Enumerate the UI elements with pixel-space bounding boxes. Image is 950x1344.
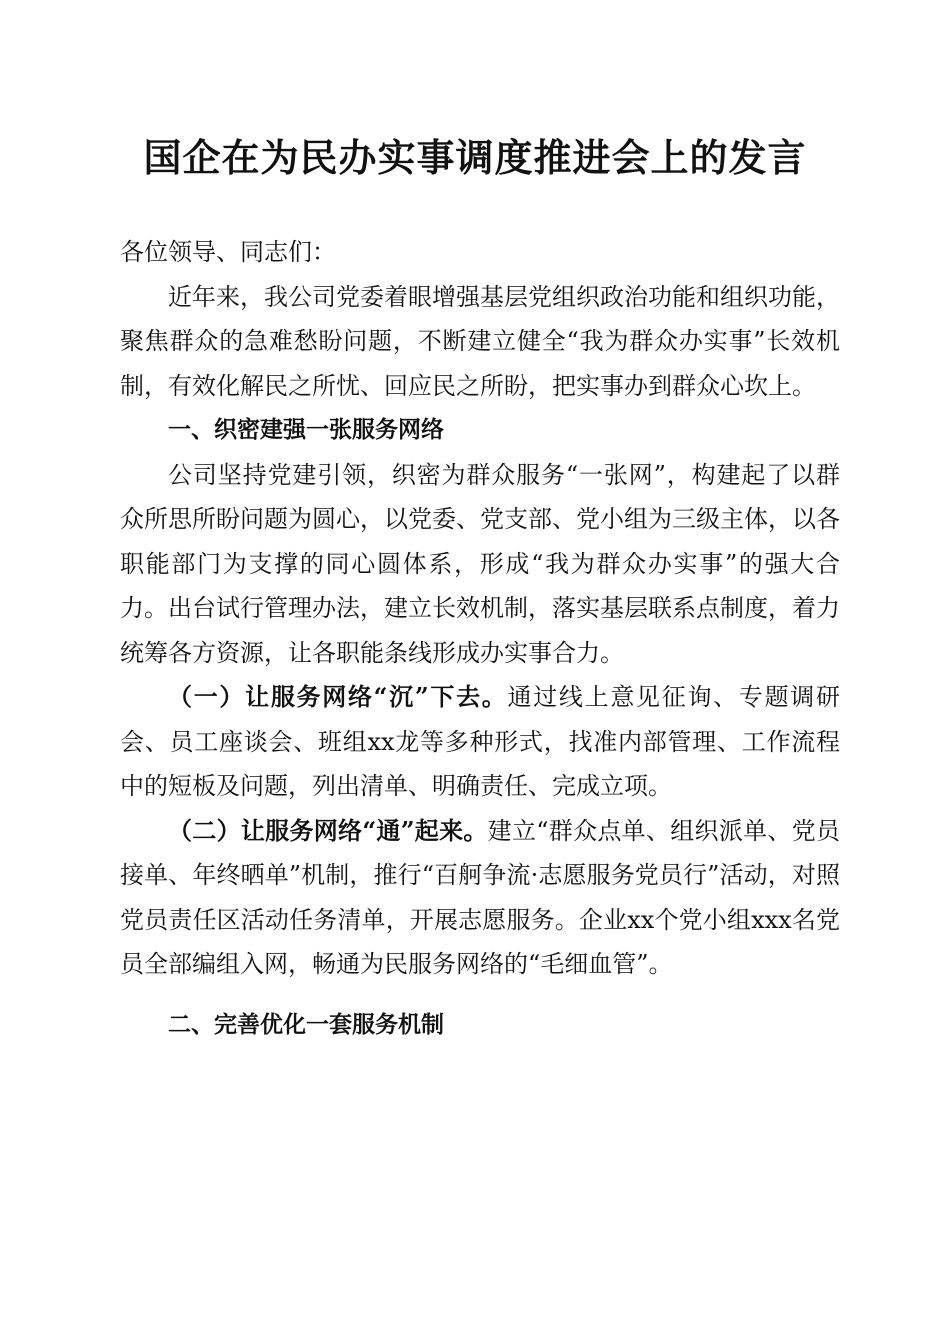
- section1-sub2-paragraph: [120, 809, 840, 987]
- section2-heading: 二、完善优化一套服务机制: [168, 1011, 444, 1038]
- section1-sub1-text: 通过线上意见征询、专题调研会、员工座谈会、班组xx龙等多种形式，找准内部管理、工作流程中的短板及问题，列出清单、明确责任、完成立项。: [120, 683, 841, 800]
- intro-paragraph: 近年来，我公司党委着眼增强基层党组织政治功能和组织功能，聚焦群众的急难愁盼问题，不断建立健全“我为群众办实事”长效机制，有效化解民之所忧、回应民之所盼，把实事办到群众心坎上。: [120, 282, 840, 400]
- document-body: [120, 230, 840, 1047]
- section1-sub2-text: 建立“群众点单、组织派单、党员接单、年终晒单”机制，推行“百舸争流·志愿服务党员行”活动，对照党员责任区活动任务清单，开展志愿服务。企业xx个党小组xxx名党员全部编组入网，畅通为民服务网络的“毛细血管”。: [120, 816, 840, 978]
- salutation: 各位领导、同志们：: [120, 238, 336, 266]
- section1-sub1-paragraph: [120, 675, 840, 809]
- section1-sub2-lead: （二）让服务网络“通”起来。: [168, 815, 488, 845]
- document-title: 国企在为民办实事调度推进会上的发言: [143, 135, 807, 180]
- section1-paragraph: 公司坚持党建引领，织密为群众服务“一张网”，构建起了以群众所思所盼问题为圆心，以党委、党支部、党小组为三级主体，以各职能部门为支撑的同心圆体系，形成“我为群众办实事”的强大合力。出台试行管理办法，建立长效机制，落实基层联系点制度，着力统筹各方资源，让各职能条线形成办实事合力。: [120, 460, 840, 667]
- section1-sub1-lead: （一）让服务网络“沉”下去。: [168, 682, 508, 711]
- section1-heading: 一、织密建强一张服务网络: [168, 417, 444, 443]
